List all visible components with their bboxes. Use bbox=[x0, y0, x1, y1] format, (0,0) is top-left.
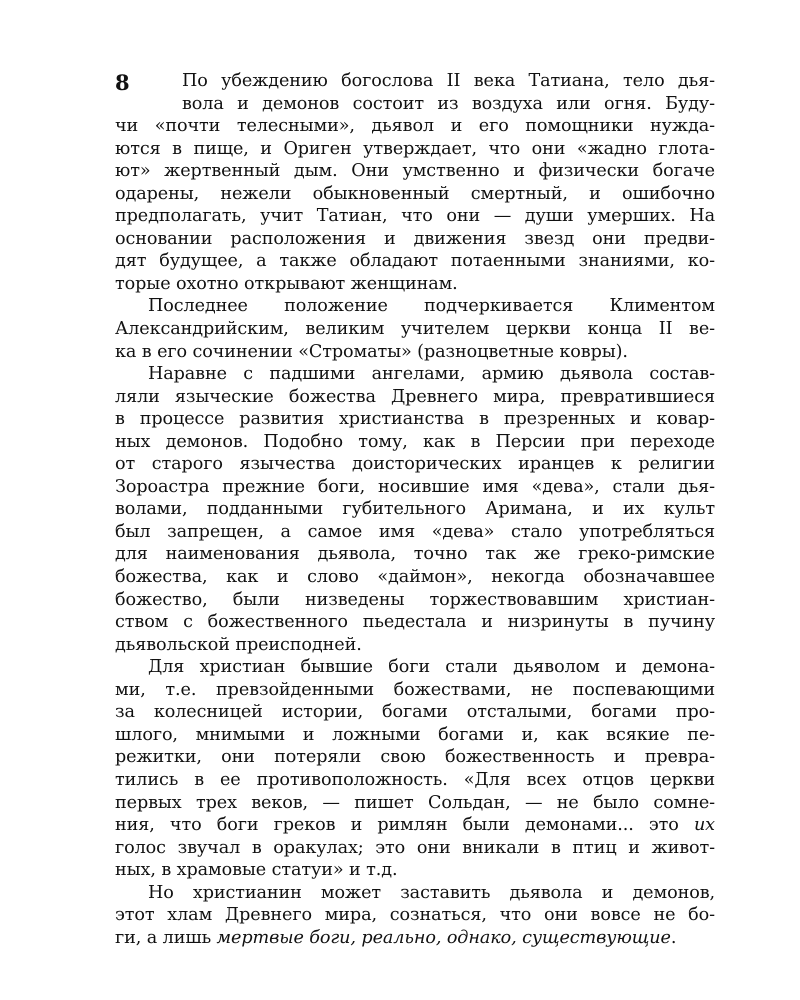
text-line: первых трех веков, — пишет Сольдан, — не было сомне- bbox=[115, 792, 715, 813]
text-line: за колесницей истории, богами отсталыми, богами про- bbox=[115, 702, 715, 723]
text-line: для наименования дьявола, точно так же греко-римские bbox=[115, 544, 715, 565]
text-line: дят будущее, а также обладают потаенными знаниями, ко- bbox=[115, 251, 715, 272]
text-line: ния, что боги греков и римлян были демонами... это их bbox=[115, 815, 715, 836]
italic-text: мертвые боги, реально, однако, существующие bbox=[216, 927, 671, 948]
text-line: ка в его сочинении «Строматы» (разноцветные ковры). bbox=[115, 341, 628, 362]
text-line: Для христиан бывшие боги стали дьяволом и демона- bbox=[148, 657, 715, 678]
text-line: вола и демонов состоит из воздуха или огня. Буду- bbox=[182, 93, 715, 114]
text-line: ют» жертвенный дым. Они умственно и физически богаче bbox=[115, 161, 715, 182]
text-line: По убеждению богослова II века Татиана, тело дья- bbox=[182, 71, 715, 91]
text-body bbox=[115, 70, 715, 949]
text-line: в процессе развития христианства в презренных и ковар- bbox=[115, 409, 715, 430]
text-line: божество, были низведены торжествовавшим христиан- bbox=[115, 589, 715, 610]
text-line: чи «почти телесными», дьявол и его помощники нужда- bbox=[115, 116, 715, 137]
text-line: Зороастра прежние боги, носившие имя «дева», стали дья- bbox=[115, 476, 715, 497]
page-number: 8 bbox=[115, 70, 130, 95]
text-line: Но христианин может заставить дьявола и демонов, bbox=[148, 882, 715, 903]
text-line: одарены, нежели обыкновенный смертный, и ошибочно bbox=[115, 183, 715, 204]
text-line: Александрийским, великим учителем церкви конца II ве- bbox=[115, 319, 715, 340]
text-line: Наравне с падшими ангелами, армию дьявола состав- bbox=[148, 364, 715, 385]
text-line: режитки, они потеряли свою божественность и превра- bbox=[115, 747, 715, 768]
text-line: был запрещен, а самое имя «дева» стало употребляться bbox=[115, 521, 715, 542]
text-line: голос звучал в оракулах; это они вникали в птиц и живот- bbox=[115, 837, 715, 858]
text-line: этот хлам Древнего мира, сознаться, что они вовсе не бо- bbox=[115, 905, 715, 926]
book-page bbox=[115, 70, 715, 949]
text-line: основании расположения и движения звезд они предви- bbox=[115, 228, 715, 249]
italic-text: их bbox=[693, 815, 715, 836]
text-line: ми, т.е. превзойденными божествами, не поспевающими bbox=[115, 679, 715, 700]
text-line: ных, в храмовые статуи» и т.д. bbox=[115, 860, 398, 881]
text-line: дьявольской преисподней. bbox=[115, 634, 362, 655]
text-line: ных демонов. Подобно тому, как в Персии при переходе bbox=[115, 431, 715, 452]
text-line: волами, подданными губительного Аримана, и их культ bbox=[115, 499, 715, 520]
text-line: ством с божественного пьедестала и низринуты в пучину bbox=[115, 612, 715, 633]
text-line: предполагать, учит Татиан, что они — души умерших. На bbox=[115, 206, 715, 227]
text-line: от старого язычества доисторических иранцев к религии bbox=[115, 454, 715, 475]
text-line: ются в пище, и Ориген утверждает, что они «жадно глота- bbox=[115, 138, 715, 159]
text-line: шлого, мнимыми и ложными богами и, как всякие пе- bbox=[115, 724, 715, 745]
text-line: тились в ее противоположность. «Для всех отцов церкви bbox=[115, 769, 715, 790]
text-line: ляли языческие божества Древнего мира, превратившиеся bbox=[115, 386, 715, 407]
text-line: торые охотно открывают женщинам. bbox=[115, 273, 458, 294]
text-line: Последнее положение подчеркивается Климентом bbox=[148, 296, 715, 317]
text-line: божества, как и слово «даймон», некогда обозначавшее bbox=[115, 567, 715, 588]
text-line: ги, а лишь мертвые боги, реально, однако, существующие. bbox=[115, 927, 677, 948]
